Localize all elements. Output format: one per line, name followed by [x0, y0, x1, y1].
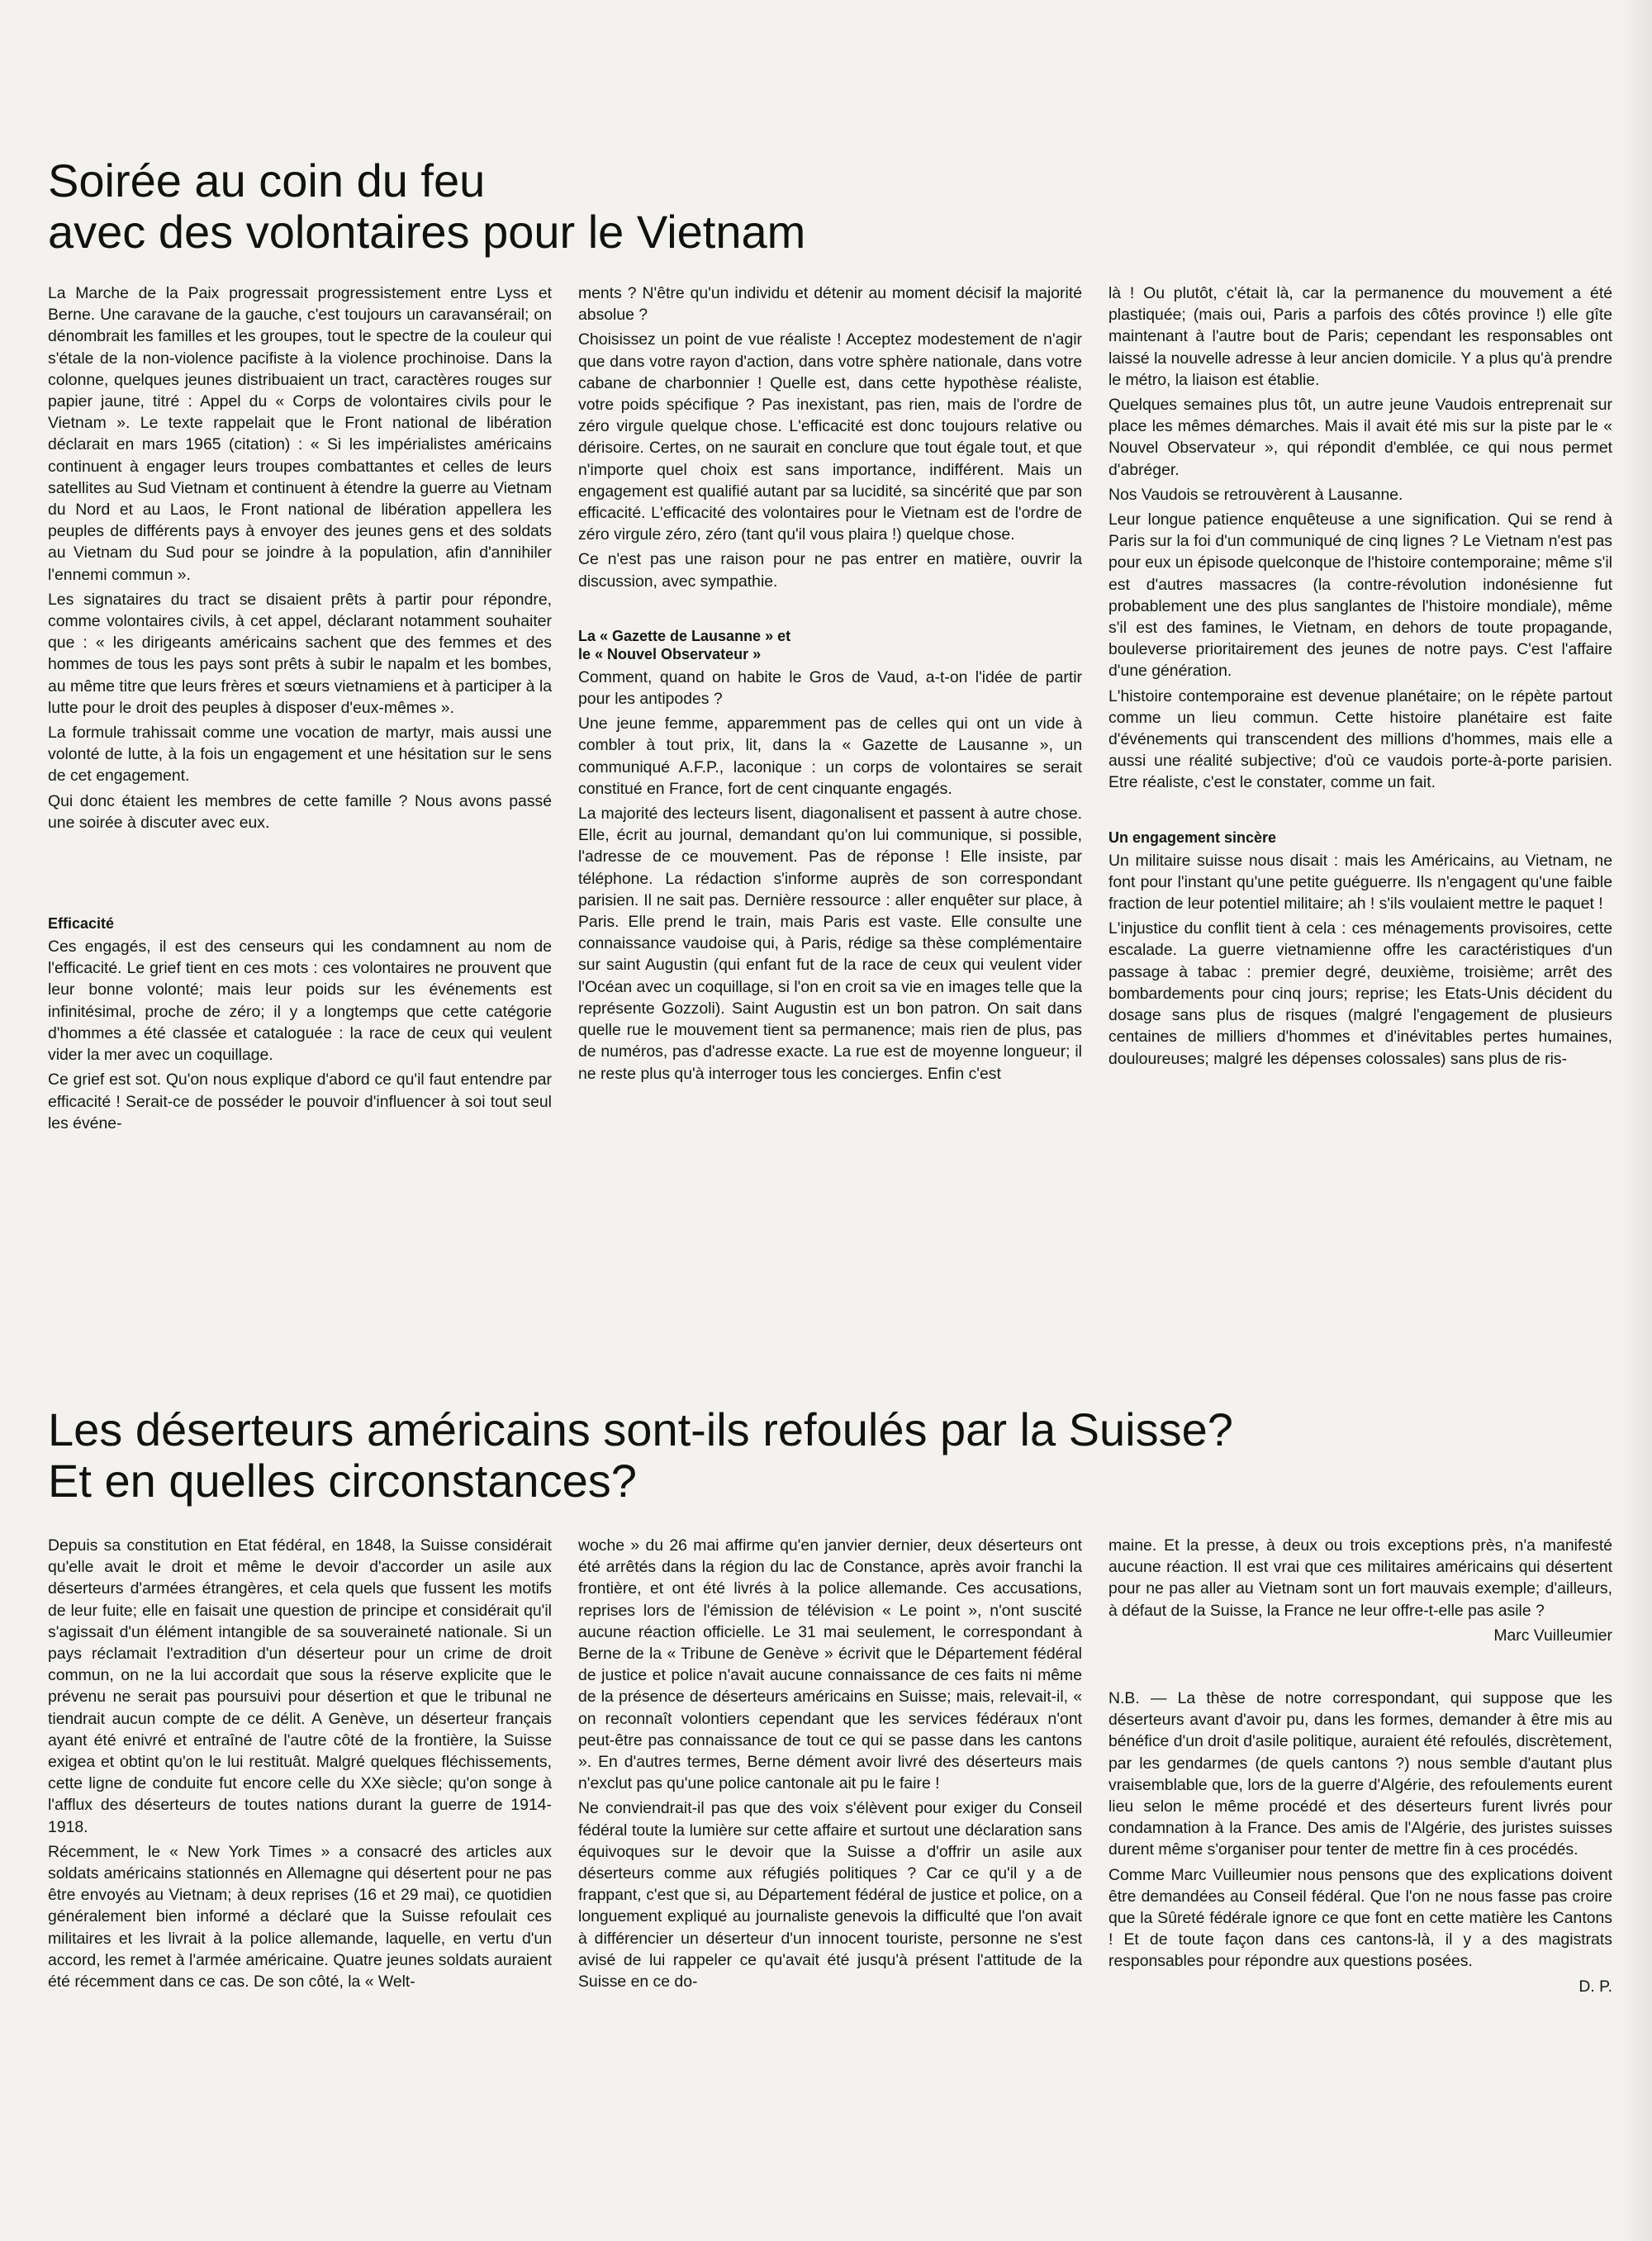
page-edge-shadow: [1621, 0, 1652, 2241]
subheading-efficacite: Efficacité: [48, 915, 115, 933]
signature-marc-vuilleumier: Marc Vuilleumier: [1493, 1626, 1612, 1645]
article2-title-line2: Et en quelles circonstances?: [48, 1455, 637, 1507]
article2-title-line1: Les déserteurs américains sont-ils refoulés par la Suisse?: [48, 1403, 1233, 1455]
paragraph: Leur longue patience enquêteuse a une signification. Qui se rend à Paris sur la foi d'un communiqué de cinq lignes ? Le Vietnam n'est pas pour eux un épisode quelconque de l'histoire contemporaine; même s'il est d'autres massacres (la contre-révolution indonésienne fut probablement une des plus sanglantes de l'histoire mondiale), même s'il est des famines, le Vietnam, en dehors de toute propagande, bouleverse prioritairement des jeunes de notre pays. C'est l'affaire d'une génération.: [1108, 510, 1612, 681]
article1-column-1: [48, 282, 552, 1352]
paragraph: Récemment, le « New York Times » a consacré des articles aux soldats américains stationnés en Allemagne qui désertent pour ne pas être envoyés au Vietnam; à deux reprises (16 et 29 mai), ce quotidien généralement bien informé a déclaré que la Suisse refoulait ces militaires et les livrait à la police allemande, laquelle, en vertu d'un accord, les remet à l'armée américaine. Quatre jeunes soldats auraient été récemment dans ce cas. De son côté, la « Welt-: [48, 1842, 552, 1992]
paragraph: La majorité des lecteurs lisent, diagonalisent et passent à autre chose. Elle, écrit au journal, demandant qu'on lui communique, si possible, l'adresse de ce mouvement. Pas de réponse ! Elle insiste, par téléphone. La rédaction s'informe auprès de son correspondant parisien. Il ne sait pas. Dernière ressource : aller enquêter sur place, à Paris. Elle prend le train, mais Paris est vaste. Elle consulte une connaissance vaudoise qui, à Paris, rédige sa thèse complémentaire sur saint Augustin (qui enfant fut de la race de ceux qui veulent vider l'Océan avec un coquillage, si l'on en croit sa vie en images telle que la représente Gozzoli). Saint Augustin est un bon patron. On sait dans quelle rue le mouvement tient sa permanence; mais rien de plus, pas de numéros, pas d'adresse exacte. La rue est de moyenne longueur; il ne reste plus qu'à interroger tous les concierges. Enfin c'est: [578, 805, 1082, 1083]
subheading-line: La « Gazette de Lausanne » et: [578, 627, 791, 644]
paragraph: La Marche de la Paix progressait progressistement entre Lyss et Berne. Une caravane de la gauche, c'est toujours un caravansérail; on dénombrait les familles et les groupes, tout le spectre de la couleur qui s'étale de la non-violence pacifiste à la violence prochinoise. Dans la colonne, quelques jeunes distribuaient un tract, caractères rouges sur papier jaune, titré : Appel du « Corps de volontaires civils pour le Vietnam ». Le texte rappelait que le Front national de libération déclarait en mars 1965 (citation) : « Si les impérialistes américains continuent à engager leurs troupes combattantes et celles de leurs satellites au Sud Vietnam et continuent à étendre la guerre au Vietnam du Nord et au Laos, le Front national de libération appellera les peuples de différents pays à envoyer des jeunes gens et des soldats au Vietnam du Sud pour se joindre à la population, afin d'annihiler l'ennemi commun ».: [48, 284, 552, 584]
paragraph: Ce n'est pas une raison pour ne pas entrer en matière, ouvrir la discussion, avec sympathie.: [578, 550, 1082, 591]
paragraph: Comme Marc Vuilleumier nous pensons que des explications doivent être demandées au Conseil fédéral. Que l'on ne nous fasse pas croire que la Sûreté fédérale ignore ce que font en cette matière les Cantons ! Et de toute façon dans ces cantons-là, il y a des magistrats responsables pour répondre aux questions posées.: [1108, 1865, 1612, 1971]
paragraph: Comment, quand on habite le Gros de Vaud, a-t-on l'idée de partir pour les antipodes ?: [578, 667, 1082, 709]
paragraph: Les signataires du tract se disaient prêts à partir pour répondre, comme volontaires civils, à cet appel, déclarant notamment souhaiter que : « les dirigeants américains sachent que des femmes et des hommes de tous les pays sont prêts à subir le napalm et les bombes, au même titre que leurs frères et sœurs vietnamiens et à participer à la lutte pour le droit des peuples à disposer d'eux-mêmes ».: [48, 590, 552, 717]
paragraph: Depuis sa constitution en Etat fédéral, en 1848, la Suisse considérait qu'elle avait le droit et même le devoir d'accorder un asile aux déserteurs d'armées étrangères, et cela quels que fussent les motifs de leur fuite; elle en faisait une question de principe et considérait qu'il s'agissait d'un élément intangible de sa souveraineté nationale. Si un pays réclamait l'extradition d'un déserteur pour un crime de droit commun, on ne la lui accordait que sous la réserve explicite que le prévenu ne serait pas poursuivi pour désertion et que le tribunal ne tiendrait aucun compte de ce délit. A Genève, un déserteur français ayant été enivré et entraîné de l'autre côté de la frontière, la Suisse exigea et obtint qu'on le lui restituât. Malgré quelques fléchissements, cette ligne de conduite fut encore celle du XXe siècle; qu'on songe à l'afflux des déserteurs de toutes nations durant la guerre de 1914-1918.: [48, 1536, 552, 1836]
paragraph: Ne conviendrait-il pas que des voix s'élèvent pour exiger du Conseil fédéral toute la lumière sur cette affaire et surtout une déclaration sans équivoques sur le devoir que la Suisse a d'offrir un asile aux déserteurs comme aux réfugiés politiques ? Car ce qu'il y a de frappant, c'est que si, au Département fédéral de justice et police, on a longuement expliqué au journaliste genevois la difficulté que l'on avait à différencier un déserteur d'un innocent touriste, personne ne s'est avisé de lui rappeler ce qu'avait été jusqu'à présent l'attitude de la Suisse en ce do-: [578, 1799, 1082, 1992]
spacer: [48, 837, 552, 880]
paragraph: Un militaire suisse nous disait : mais les Américains, au Vietnam, ne font pour l'instant qu'une petite guéguerre. Ils n'engagent qu'une faible fraction de leur potentiel militaire; ah ! s'ils voulaient mettre le paquet !: [1108, 851, 1612, 914]
paragraph: Choisissez un point de vue réaliste ! Acceptez modestement de n'agir que dans votre rayon d'action, dans votre sphère nationale, dans votre cabane de charbonnier ! Quelle est, dans cette hypothèse réaliste, votre poids spécifique ? Pas inexistant, pas rien, mais de l'ordre de zéro virgule quelque chose. L'efficacité est donc toujours relative ou dérisoire. Certes, on ne saurait en conclure que tout égale tout, et que n'importe quel choix est sans importance, indifférent. Mais un engagement est qualifié autant par sa lucidité, sa sincérité que par son efficacité. L'efficacité des volontaires pour le Vietnam est de l'ordre de zéro virgule zéro, zéro (tant qu'il vous plaira !) quelque chose.: [578, 330, 1082, 544]
article1-title-line1: Soirée au coin du feu: [48, 154, 486, 207]
article2-column-3: [1108, 1535, 1612, 2212]
article2-headline: [48, 1404, 1233, 1507]
article1-headline: [48, 155, 805, 258]
paragraph: Ces engagés, il est des censeurs qui les condamnent au nom de l'efficacité. Le grief tient en ces mots : ces volontaires ne prouvent que leur bonne volonté; mais leur poids sur les événements est infinitésimal, proche de zéro; il y a longtemps que cette catégorie d'hommes a été classée et cataloguée : la race de ceux qui veulent vider la mer avec un coquillage.: [48, 938, 552, 1065]
paragraph: L'injustice du conflit tient à cela : ces ménagements provisoires, cette escalade. La guerre vietnamienne offre les caractéristiques d'un passage à tabac : premier degré, deuxième, troisième; arrêt des bombardements pour cinq jours; reprise; les Etats-Unis décident du dosage sans plus de risques (malgré l'engagement de plusieurs centaines de milliers d'hommes et d'inévitables pertes humaines, douloureuses; malgré les dépenses colossales) sans plus de ris-: [1108, 919, 1612, 1068]
paragraph: La formule trahissait comme une vocation de martyr, mais aussi une volonté de lutte, à la fois un engagement et une hésitation sur le sens de cet engagement.: [48, 724, 552, 786]
article1-title-line2: avec des volontaires pour le Vietnam: [48, 206, 806, 258]
article1-column-3: [1108, 282, 1612, 1352]
paragraph: Nos Vaudois se retrouvèrent à Lausanne.: [1108, 485, 1403, 504]
paragraph: Ce grief est sot. Qu'on nous explique d'abord ce qu'il faut entendre par efficacité ! Serait-ce de posséder le pouvoir d'influencer à soi tout seul les événe-: [48, 1071, 552, 1132]
subheading-line: le « Nouvel Observateur »: [578, 645, 762, 662]
article2-column-2: [578, 1535, 1082, 2212]
spacer: [1108, 1646, 1612, 1688]
subheading-gazette: [578, 627, 1082, 663]
paragraph: Qui donc étaient les membres de cette famille ? Nous avons passé une soirée à discuter avec eux.: [48, 791, 552, 832]
paragraph: ments ? N'être qu'un individu et détenir au moment décisif la majorité absolue ?: [578, 284, 1082, 325]
paragraph: là ! Ou plutôt, c'était là, car la permanence du mouvement a été plastiquée; (mais oui, Paris a parfois des côtés province !) elle gîte maintenant à l'autre bout de Paris; cependant les responsables ont laissé la nouvelle adresse à leur ancien domicile. Y a plus qu'à prendre le métro, la liaison est établie.: [1108, 284, 1612, 389]
signature-dp: D. P.: [1578, 1977, 1612, 1996]
subheading-engagement: Un engagement sincère: [1108, 829, 1277, 846]
paragraph: N.B. — La thèse de notre correspondant, qui suppose que les déserteurs avant d'avoir pu, dans les formes, demander à être mis au bénéfice d'un droit d'asile politique, auraient été refoulés, discrètement, par les gendarmes (de quels cantons ?) nous semble d'autant plus vraisemblable que, lors de la guerre d'Algérie, des refoulements eurent lieu selon le même procédé et des déserteurs furent livrés pour condamnation à la France. Des amis de l'Algérie, des juristes suisses durent même s'organiser pour tenter de mettre fin à ces procédés.: [1108, 1689, 1612, 1859]
article2-column-1: [48, 1535, 552, 2212]
article1-column-2: [578, 282, 1082, 1352]
paragraph: Quelques semaines plus tôt, un autre jeune Vaudois entreprenait sur place les mêmes démarches. Mais il avait été mis sur la piste par le « Nouvel Observateur », qui répondit d'emblée, ce qui nous permet d'abréger.: [1108, 396, 1612, 479]
paragraph: woche » du 26 mai affirme qu'en janvier dernier, deux déserteurs ont été arrêtés dans la région du lac de Constance, après avoir franchi la frontière, et ont été livrés à la police allemande. Ces accusations, reprises lors de l'émission de télévision « Le point », n'ont suscité aucune réaction officielle. Le 31 mai seulement, le correspondant à Berne de la « Tribune de Genève » écrivit que le Département fédéral de justice et police n'avait aucune connaissance de ces faits ni même de la présence de déserteurs américains en Suisse; mais, relevait-il, « on reconnaît volontiers cependant que les services fédéraux n'ont peut-être pas connaissance de tout ce qui se passe dans les cantons ». En d'autres termes, Berne dément avoir livré des déserteurs mais n'exclut pas qu'une police cantonale ait pu le faire !: [578, 1536, 1082, 1793]
paragraph: L'histoire contemporaine est devenue planétaire; on le répète partout comme un lieu commun. Cette histoire planétaire est faite d'événements qui transcendent des millions d'hommes, mais elle a aussi une réalité subjective; d'où ce vaudois porte-à-porte parisien. Etre réaliste, c'est le constater, comme un fait.: [1108, 686, 1612, 792]
paragraph: maine. Et la presse, à deux ou trois exceptions près, n'a manifesté aucune réaction. Il est vrai que ces militaires américains qui désertent pour ne pas aller au Vietnam sont un fort mauvais exemple; d'ailleurs, à défaut de la Suisse, la France ne leur offre-t-elle pas asile ?: [1108, 1536, 1612, 1620]
paragraph: Une jeune femme, apparemment pas de celles qui ont un vide à combler à tout prix, lit, dans la « Gazette de Lausanne », un communiqué A.F.P., laconique : un corps de volontaires se serait constitué en France, fort de cent cinquante engagés.: [578, 715, 1082, 798]
